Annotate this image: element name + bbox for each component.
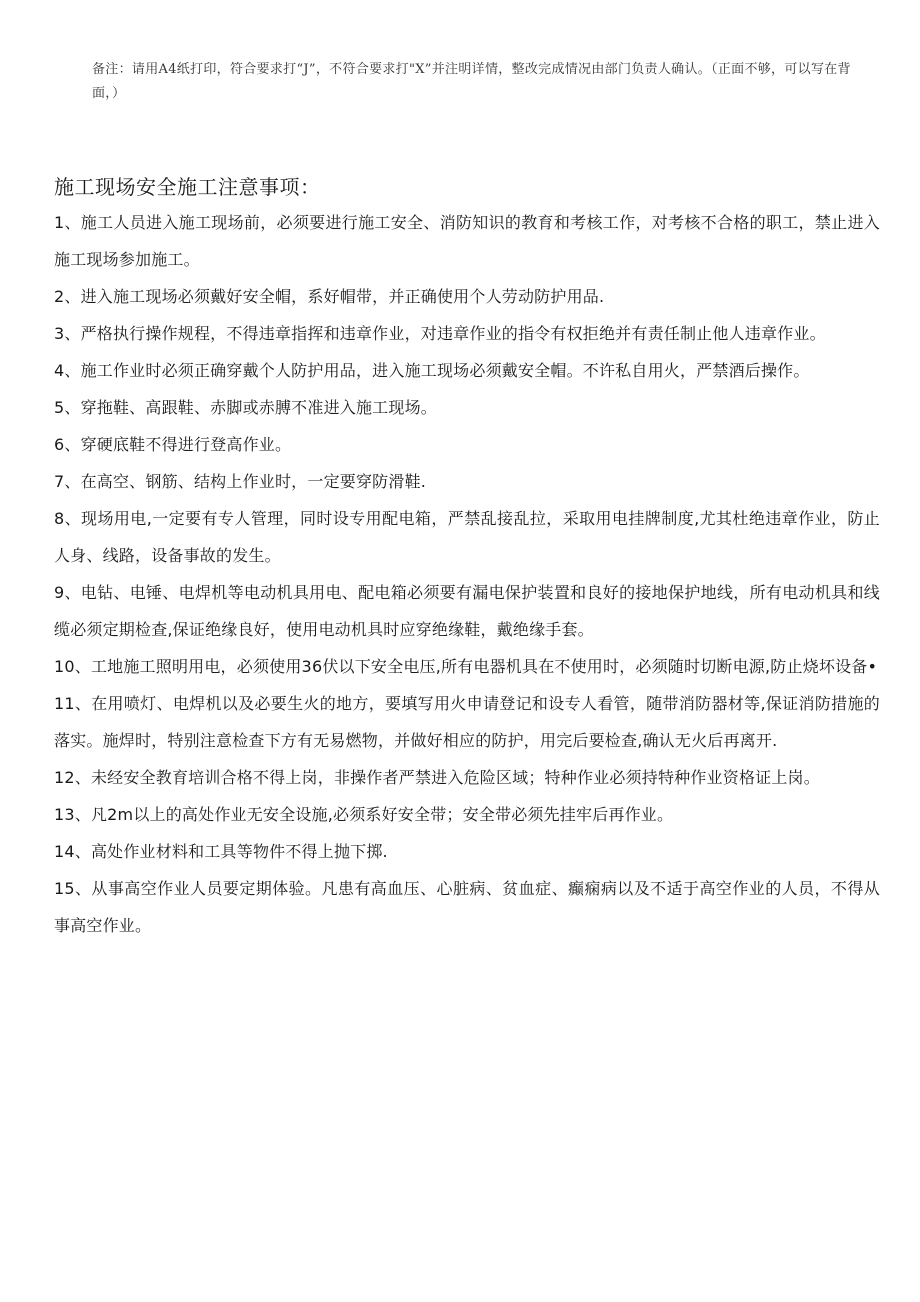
list-item: 13、凡2m以上的高处作业无安全设施,必须系好安全带；安全带必须先挂牢后再作业。 xyxy=(54,805,674,824)
list-item: 2、进入施工现场必须戴好安全帽，系好帽带，并正确使用个人劳动防护用品. xyxy=(54,287,605,306)
list-item: 8、现场用电,一定要有专人管理，同时设专用配电箱，严禁乱接乱拉，采取用电挂牌制度,尤其杜绝违章作业，防止人身、线路，设备事故的发生。 xyxy=(54,509,880,565)
print-note: 备注：请用A4纸打印，符合要求打“J”，不符合要求打"X”并注明详情，整改完成情况由部门负责人确认。（正面不够，可以写在背面，） xyxy=(92,62,851,101)
list-item: 10、工地施工照明用电，必须使用36伏以下安全电压,所有电器机具在不使用时，必须随时切断电源,防止烧坏设备• xyxy=(54,657,878,676)
list-item: 15、从事高空作业人员要定期体验。凡患有高血压、心脏病、贫血症、癫痫病以及不适于高空作业的人员，不得从事高空作业。 xyxy=(54,879,880,935)
safety-rules-list xyxy=(54,204,880,944)
list-item: 4、施工作业时必须正确穿戴个人防护用品，进入施工现场必须戴安全帽。不许私自用火，严禁酒后操作。 xyxy=(54,361,810,380)
list-item: 9、电钻、电锤、电焊机等电动机具用电、配电箱必须要有漏电保护装置和良好的接地保护地线，所有电动机具和线缆必须定期检查,保证绝缘良好，使用电动机具时应穿绝缘鞋，戴绝缘手套。 xyxy=(54,583,880,639)
list-item: 11、在用喷灯、电焊机以及必要生火的地方，要填写用火申请登记和设专人看管，随带消防器材等,保证消防措施的落实。施焊时，特别注意检查下方有无易燃物，并做好相应的防护，用完后要检查,确认无火后再离开. xyxy=(54,694,880,750)
list-item: 12、未经安全教育培训合格不得上岗，非操作者严禁进入危险区域；特种作业必须持特种作业资格证上岗。 xyxy=(54,768,820,787)
list-item: 6、穿硬底鞋不得进行登高作业。 xyxy=(54,435,292,454)
list-item: 14、高处作业材料和工具等物件不得上抛下掷. xyxy=(54,842,388,861)
page-title: 施工现场安全施工注意事项： xyxy=(54,175,321,199)
list-item: 3、严格执行操作规程，不得违章指挥和违章作业，对违章作业的指令有权拒绝并有责任制止他人违章作业。 xyxy=(54,324,826,343)
list-item: 1、施工人员进入施工现场前，必须要进行施工安全、消防知识的教育和考核工作，对考核不合格的职工，禁止进入施工现场参加施工。 xyxy=(54,213,880,269)
list-item: 5、穿拖鞋、高跟鞋、赤脚或赤膊不准进入施工现场。 xyxy=(54,398,437,417)
list-item: 7、在高空、钢筋、结构上作业时，一定要穿防滑鞋. xyxy=(54,472,427,491)
